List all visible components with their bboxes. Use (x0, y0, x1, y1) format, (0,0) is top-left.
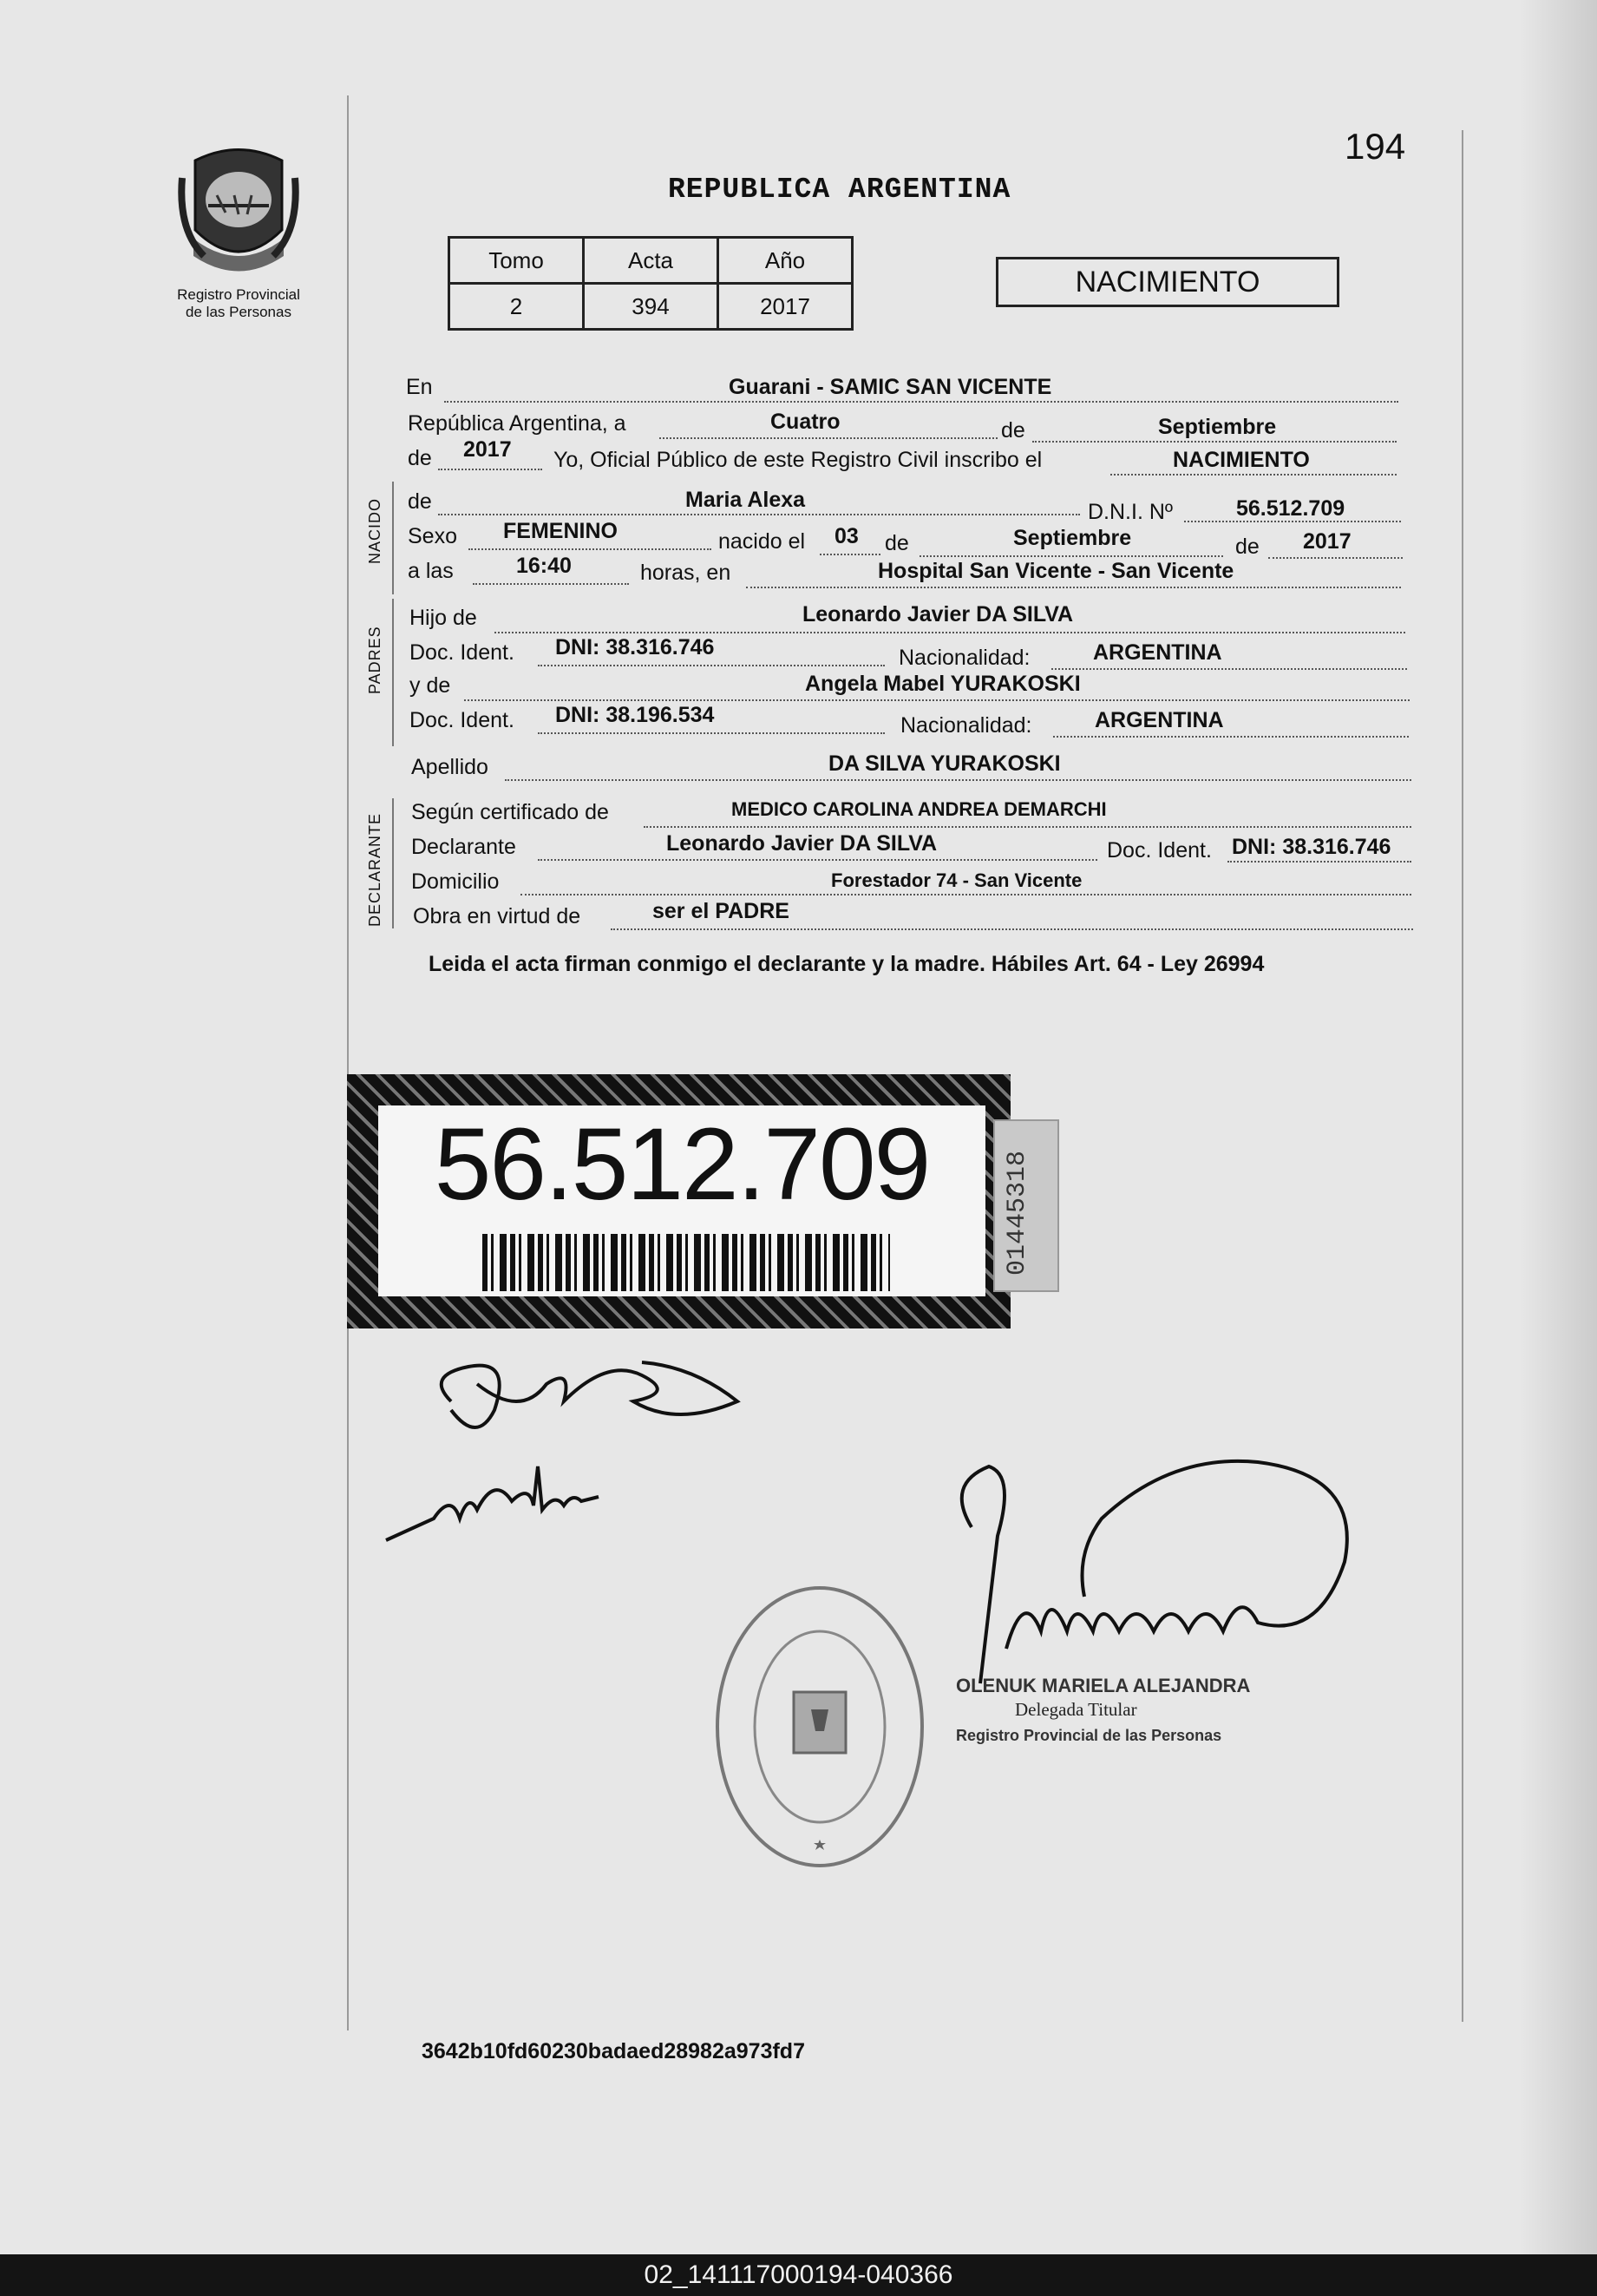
value-nombre: Maria Alexa (685, 488, 806, 512)
value-declarante-doc: DNI: 38.316.746 (1232, 835, 1391, 859)
logo-caption-line2: de las Personas (186, 304, 291, 320)
value-lugar: Guarani - SAMIC SAN VICENTE (729, 375, 1052, 399)
official-role: Delegada Titular (1015, 1699, 1137, 1720)
label-de-mes: de (885, 531, 909, 555)
dotted-line (611, 928, 1413, 930)
dotted-line (1227, 861, 1411, 863)
value-apellido: DA SILVA YURAKOSKI (828, 751, 1061, 776)
table-header-anio: Año (718, 238, 853, 284)
label-sexo: Sexo (408, 524, 457, 548)
stamp-text (867, 1588, 868, 1589)
dotted-line (538, 665, 885, 666)
dotted-line (468, 548, 711, 550)
record-type-box: NACIMIENTO (996, 257, 1339, 307)
label-de-nombre: de (408, 489, 432, 514)
table-value-anio: 2017 (718, 284, 853, 330)
value-domicilio: Forestador 74 - San Vicente (831, 869, 1083, 891)
official-office: Registro Provincial de las Personas (956, 1727, 1222, 1744)
label-republica: República Argentina, a (408, 411, 626, 436)
value-sexo: FEMENINO (503, 519, 618, 543)
sticker-dni-number: 56.512.709 (434, 1107, 930, 1222)
label-nacionalidad-1: Nacionalidad: (899, 646, 1031, 670)
value-lugar-nac: Hospital San Vicente - San Vicente (878, 559, 1234, 583)
dotted-line (464, 699, 1410, 701)
value-madre: Angela Mabel YURAKOSKI (805, 672, 1081, 696)
side-label-declarante: DECLARANTE (366, 812, 383, 927)
closing-text: Leida el acta firman conmigo el declarante y la madre. Hábiles Art. 64 - Ley 26994 (429, 952, 1265, 976)
dotted-line (473, 583, 629, 585)
label-doc-ident-3: Doc. Ident. (1107, 838, 1212, 863)
signature-official (954, 1458, 1362, 1675)
dotted-line (659, 437, 998, 439)
dotted-line (746, 587, 1401, 588)
value-dni: 56.512.709 (1236, 496, 1345, 521)
value-padre-nac: ARGENTINA (1093, 640, 1222, 665)
value-dia-texto: Cuatro (770, 410, 841, 434)
label-a-las: a las (408, 559, 454, 583)
control-number: 01445318 (1003, 1150, 1032, 1276)
dotted-line (644, 826, 1411, 828)
dotted-line (438, 469, 542, 470)
dotted-line (920, 555, 1223, 557)
dotted-line (1032, 441, 1397, 443)
page-edge-shadow (1519, 0, 1597, 2254)
table-value-acta: 394 (584, 284, 718, 330)
dni-sticker (347, 1074, 1011, 1328)
dotted-line (494, 632, 1405, 633)
dotted-line (538, 859, 1097, 861)
label-de2: de (408, 446, 432, 470)
value-padre-doc: DNI: 38.316.746 (555, 635, 715, 659)
label-nacionalidad-2: Nacionalidad: (900, 713, 1032, 738)
value-hora: 16:40 (516, 554, 572, 578)
value-anio-nac: 2017 (1303, 529, 1352, 554)
label-nacido-el: nacido el (718, 529, 806, 554)
province-seal-logo (178, 143, 299, 278)
heading: REPUBLICA ARGENTINA (668, 174, 1011, 206)
table-value-tomo: 2 (449, 284, 584, 330)
value-declarante: Leonardo Javier DA SILVA (666, 831, 938, 856)
logo-caption-line1: Registro Provincial (177, 286, 300, 303)
value-tipo: NACIMIENTO (1173, 448, 1310, 472)
dotted-line (1051, 668, 1407, 670)
footer-id: 02_141117000194-040366 (0, 2254, 1597, 2296)
dotted-line (1053, 736, 1409, 738)
label-domicilio: Domicilio (411, 869, 500, 894)
dotted-line (444, 401, 1398, 403)
label-hijo-de: Hijo de (409, 606, 477, 630)
barcode (482, 1234, 890, 1291)
side-label-padres: PADRES (366, 626, 383, 694)
label-en: En (406, 375, 433, 399)
signature-madre (382, 1458, 642, 1553)
dotted-line (520, 894, 1411, 895)
value-madre-nac: ARGENTINA (1095, 708, 1224, 732)
label-oficial: Yo, Oficial Público de este Registro Civil inscribo el (553, 448, 1043, 472)
value-padre: Leonardo Javier DA SILVA (802, 602, 1074, 626)
label-doc-ident-2: Doc. Ident. (409, 708, 514, 732)
logo-caption (143, 286, 334, 321)
value-obra: ser el PADRE (652, 899, 789, 923)
label-declarante: Declarante (411, 835, 516, 859)
label-dni: D.N.I. Nº (1088, 500, 1174, 524)
section-bar-padres (392, 599, 394, 746)
right-margin-line (1462, 130, 1463, 2022)
value-mes: Septiembre (1158, 415, 1277, 439)
section-bar-nacido (392, 482, 394, 594)
dotted-line (1268, 557, 1403, 559)
table-header-tomo: Tomo (449, 238, 584, 284)
dotted-line (820, 554, 880, 555)
label-segun-certificado: Según certificado de (411, 800, 609, 824)
value-certificado: MEDICO CAROLINA ANDREA DEMARCHI (731, 798, 1107, 820)
signature-declarante (416, 1349, 746, 1453)
page-number: 194 (1345, 126, 1406, 167)
value-dia-nac: 03 (834, 524, 859, 548)
value-madre-doc: DNI: 38.196.534 (555, 703, 715, 727)
label-de: de (1001, 418, 1025, 443)
label-apellido: Apellido (411, 755, 488, 779)
value-mes-nac: Septiembre (1013, 526, 1132, 550)
label-y-de: y de (409, 673, 451, 698)
dotted-line (538, 732, 885, 734)
round-stamp (711, 1579, 928, 1874)
dotted-line (1110, 474, 1397, 476)
dotted-line (505, 779, 1411, 781)
dotted-line (438, 514, 1080, 515)
left-margin-line (347, 95, 349, 2030)
document-hash: 3642b10fd60230badaed28982a973fd7 (422, 2039, 805, 2063)
table-header-acta: Acta (584, 238, 718, 284)
official-name: OLENUK MARIELA ALEJANDRA (956, 1675, 1251, 1696)
sticker-label (378, 1105, 985, 1296)
label-obra: Obra en virtud de (413, 904, 581, 928)
label-horas-en: horas, en (640, 561, 731, 585)
section-bar-declarante (392, 798, 394, 928)
label-de-anio: de (1235, 535, 1260, 559)
label-doc-ident-1: Doc. Ident. (409, 640, 514, 665)
side-label-nacido: NACIDO (366, 497, 383, 564)
record-table (448, 236, 854, 331)
value-anio: 2017 (463, 437, 512, 462)
